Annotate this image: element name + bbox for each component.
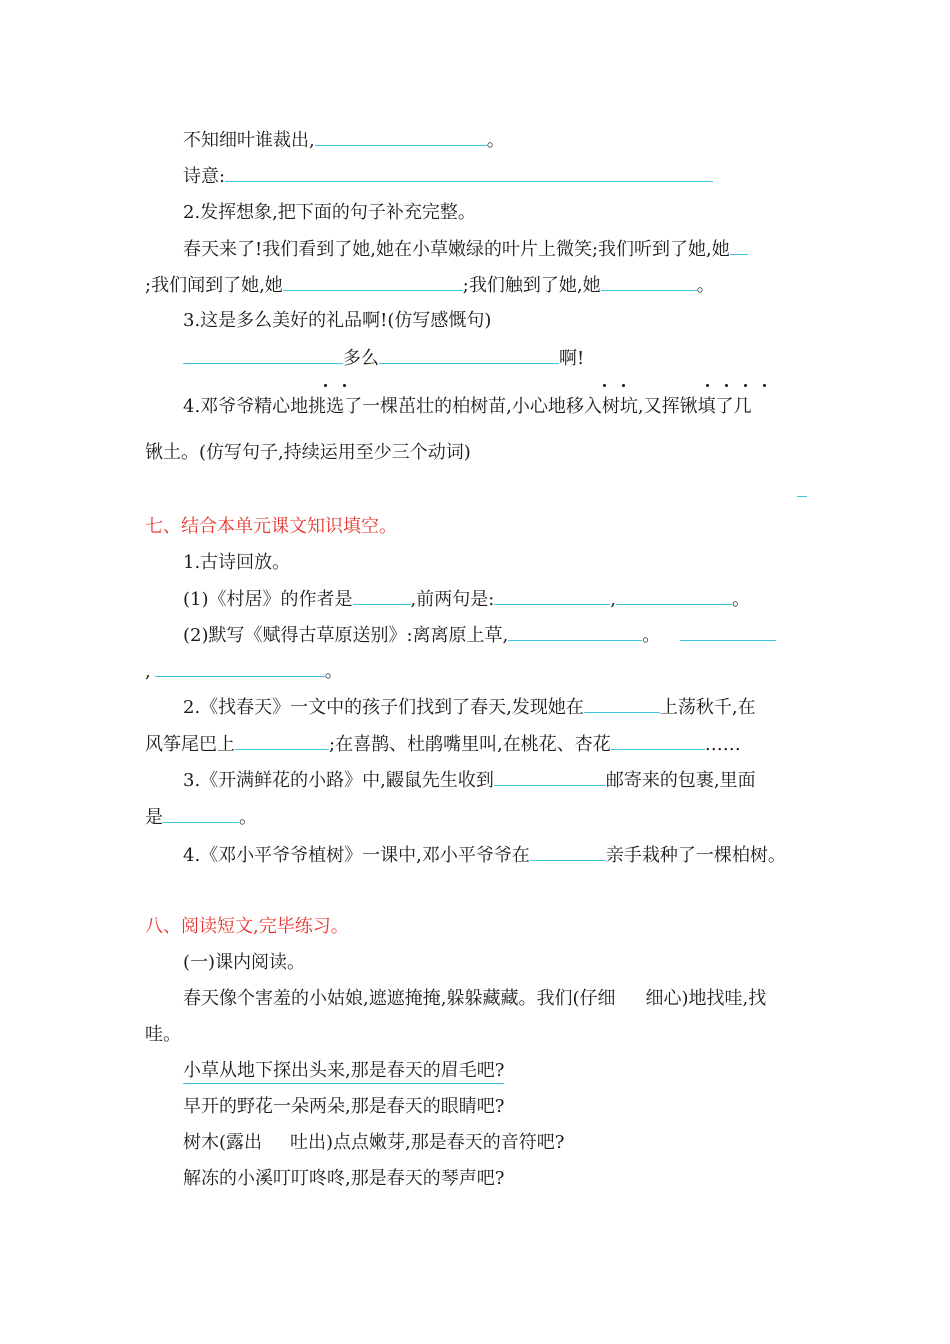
s7-q3-text-a: 3.《开满鲜花的小路》中,鼹鼠先生收到 xyxy=(183,770,494,791)
s7-q1b-end: 。 xyxy=(324,661,343,682)
s7-q1a-blank-line1[interactable] xyxy=(494,586,610,605)
q3-blank-2[interactable] xyxy=(379,345,559,364)
emphasis-dot xyxy=(706,384,709,387)
s7-q1a-mid: ,前两句是: xyxy=(410,589,495,610)
s7-q3-line2 xyxy=(145,804,257,831)
s7-q1a xyxy=(183,586,750,613)
s7-q3-end: 。 xyxy=(239,807,257,828)
s8-para4 xyxy=(183,1130,564,1156)
q2-title: 2.发挥想象,把下面的句子补充完整。 xyxy=(183,202,476,223)
emphasis-dot xyxy=(603,384,606,387)
s7-q2-blank-2[interactable] xyxy=(235,731,329,750)
emphasis-dot xyxy=(744,384,747,387)
section8-heading: 八、阅读短文,完毕练习。 xyxy=(145,916,349,937)
emphasis-dot xyxy=(324,384,327,387)
poem-line xyxy=(183,127,505,154)
s8-p2-text: 小草从地下探出头来,那是春天的眉毛吧? xyxy=(183,1060,504,1084)
s8-para1-line1 xyxy=(183,986,766,1012)
s7-q3-line1 xyxy=(183,767,756,794)
q2-blank-3[interactable] xyxy=(601,272,697,291)
s8-p1-text-a: 春天像个害羞的小姑娘,遮遮掩掩,躲躲藏藏。我们(仔细 xyxy=(183,988,616,1009)
q4-line2: 锹土。(仿写句子,持续运用至少三个动词) xyxy=(145,442,471,463)
emphasis-dot xyxy=(763,384,766,387)
q4-line1: 4.邓爷爷精心地挑选了一棵茁壮的柏树苗,小心地移入树坑,又挥锹填了几 xyxy=(183,396,752,417)
s7-q1a-prefix: (1)《村居》的作者是 xyxy=(183,589,353,610)
q2-line2-a: ;我们闻到了她,她 xyxy=(145,275,283,296)
poem-end: 。 xyxy=(486,130,505,151)
s7-q1a-blank-author[interactable] xyxy=(353,586,411,605)
s7-q1a-sep: , xyxy=(610,589,617,610)
s8-p4-text-a: 树木(露出 xyxy=(183,1132,263,1153)
s7-q2-ellipsis: …… xyxy=(704,734,741,755)
s8-para1-line2: 哇。 xyxy=(145,1024,181,1045)
s7-q1b-blank-1[interactable] xyxy=(508,622,642,641)
q2-line2 xyxy=(145,272,715,299)
q3-end: 啊! xyxy=(559,348,585,369)
s7-q1b-prefix: (2)默写《赋得古草原送别》:离离原上草, xyxy=(183,625,509,646)
s7-q3-text-b: 邮寄来的包裹,里面 xyxy=(605,770,756,791)
s7-q2-line1 xyxy=(183,694,756,721)
s8-p1-text-b: 细心)地找哇,找 xyxy=(645,988,767,1009)
s8-para3: 早开的野花一朵两朵,那是春天的眼睛吧? xyxy=(183,1096,505,1117)
s8-p4-text-b: 吐出)点点嫩芽,那是春天的音符吧? xyxy=(290,1132,565,1153)
q3-mid: 多么 xyxy=(343,348,379,369)
s7-q3-blank-1[interactable] xyxy=(494,767,606,786)
s7-q1b-line2-start: , xyxy=(145,661,151,682)
s7-q2-text-b: 上荡秋千,在 xyxy=(659,697,756,718)
s7-q1b-line2 xyxy=(145,658,343,685)
s8-para5: 解冻的小溪叮叮咚咚,那是春天的琴声吧? xyxy=(183,1168,505,1189)
emphasis-dot xyxy=(622,384,625,387)
s7-q4-blank[interactable] xyxy=(530,842,606,861)
s7-q1b-blank-3[interactable] xyxy=(155,658,325,677)
section7-heading: 七、结合本单元课文知识填空。 xyxy=(145,516,397,537)
s8-subheading: (一)课内阅读。 xyxy=(183,952,306,973)
q2-blank-1[interactable] xyxy=(730,236,748,255)
s7-q2-text-c: 风筝尾巴上 xyxy=(145,734,235,755)
s7-q1a-blank-line2[interactable] xyxy=(616,586,732,605)
q4-answer-blank[interactable] xyxy=(797,478,807,497)
s7-q1b xyxy=(183,622,776,649)
s8-para2 xyxy=(183,1058,504,1084)
s7-q2-text-d: ;在喜鹊、杜鹃嘴里叫,在桃花、杏花 xyxy=(329,734,611,755)
s7-q1-title: 1.古诗回放。 xyxy=(183,552,291,573)
poem-meaning-row xyxy=(183,163,713,190)
q3-blank-1[interactable] xyxy=(183,345,343,364)
q2-blank-2[interactable] xyxy=(283,272,463,291)
s7-q4-text-b: 亲手栽种了一棵柏树。 xyxy=(605,845,786,866)
s7-q2-line2 xyxy=(145,731,741,758)
emphasis-dot xyxy=(725,384,728,387)
s7-q2-blank-1[interactable] xyxy=(584,694,660,713)
s7-q2-text-a: 2.《找春天》一文中的孩子们找到了春天,发现她在 xyxy=(183,697,584,718)
s7-q3-blank-2[interactable] xyxy=(163,804,239,823)
emphasis-dot xyxy=(343,384,346,387)
poem-meaning-label: 诗意: xyxy=(183,166,226,187)
s7-q2-blank-3[interactable] xyxy=(611,731,705,750)
poem-text: 不知细叶谁裁出, xyxy=(183,130,315,151)
q3-title: 3.这是多么美好的礼品啊!(仿写感慨句) xyxy=(183,310,492,331)
q2-line2-b: ;我们触到了她,她 xyxy=(462,275,601,296)
q2-line1 xyxy=(183,236,748,263)
s7-q1b-mid: 。 xyxy=(642,625,661,646)
poem-blank[interactable] xyxy=(315,127,487,146)
poem-meaning-blank[interactable] xyxy=(225,163,713,182)
s7-q1a-end: 。 xyxy=(732,589,751,610)
q2-line2-end: 。 xyxy=(696,275,715,296)
s7-q1b-blank-2[interactable] xyxy=(680,622,776,641)
s7-q3-text-c: 是 xyxy=(145,807,163,828)
q2-line1-text: 春天来了!我们看到了她,她在小草嫩绿的叶片上微笑;我们听到了她,她 xyxy=(183,239,730,260)
q3-answer-row xyxy=(183,345,584,372)
s7-q4-text-a: 4.《邓小平爷爷植树》一课中,邓小平爷爷在 xyxy=(183,845,530,866)
s7-q4 xyxy=(183,842,786,869)
